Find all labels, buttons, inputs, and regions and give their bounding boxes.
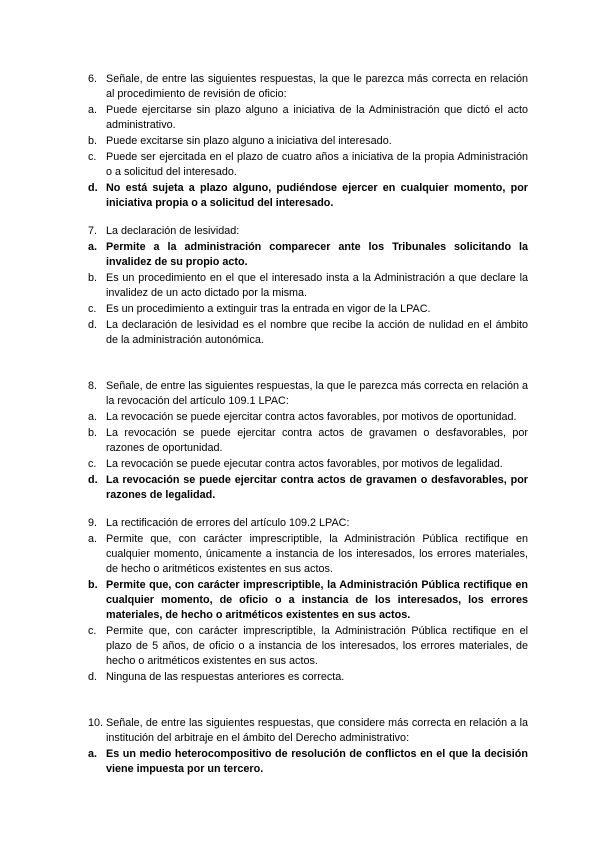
option-a <box>88 103 528 133</box>
option-letter: c. <box>88 151 97 163</box>
spacer <box>88 349 528 379</box>
spacer <box>88 212 528 224</box>
option-letter: d. <box>88 474 98 486</box>
option-text: Permite que, con carácter imprescriptible, la Administración Pública rectifique en cualquier momento, de oficio o a instancia de los interesados, los errores materiales, de hecho o aritméticos existentes en sus actos. <box>106 579 528 621</box>
option-text: La revocación se puede ejercitar contra actos de gravamen o desfavorables, por razones de oportunidad. <box>106 427 528 454</box>
option-text: Puede excitarse sin plazo alguno a iniciativa del interesado. <box>106 135 392 147</box>
option-text: Puede ser ejercitada en el plazo de cuatro años a iniciativa de la propia Administración o a solicitud del interesado. <box>106 151 528 178</box>
question-8 <box>88 379 528 503</box>
option-letter: a. <box>88 241 98 253</box>
option-letter: b. <box>88 135 98 147</box>
option-text: Es un procedimiento en el que el interesado insta a la Administración a que declare la invalidez de un acto dictado por la misma. <box>106 272 528 299</box>
option-letter: d. <box>88 671 98 683</box>
option-a-correct <box>88 747 528 777</box>
option-text: Ninguna de las respuestas anteriores es correcta. <box>106 671 345 683</box>
question-stem <box>88 379 528 409</box>
option-letter: a. <box>88 104 98 116</box>
option-letter: b. <box>88 427 98 439</box>
question-text: Señale, de entre las siguientes respuestas, la que le parezca más correcta en relación al procedimiento de revisión de oficio: <box>106 73 528 100</box>
option-text: No está sujeta a plazo alguno, pudiéndose ejercer en cualquier momento, por iniciativa propia o a solicitud del interesado. <box>106 182 528 209</box>
option-d <box>88 318 528 348</box>
question-6 <box>88 72 528 211</box>
option-c <box>88 302 528 317</box>
option-d-correct <box>88 181 528 211</box>
option-text: Permite a la administración comparecer ante los Tribunales solicitando la invalidez de su propio acto. <box>106 241 528 268</box>
option-d-correct <box>88 473 528 503</box>
option-d <box>88 670 528 685</box>
option-a <box>88 532 528 577</box>
option-letter: c. <box>88 458 97 470</box>
question-stem <box>88 516 528 531</box>
option-a-correct <box>88 240 528 270</box>
question-10 <box>88 716 528 777</box>
question-number: 7. <box>88 225 98 237</box>
option-c <box>88 624 528 669</box>
option-c <box>88 457 528 472</box>
question-list <box>88 72 528 778</box>
spacer <box>88 504 528 516</box>
question-number: 9. <box>88 517 98 529</box>
option-text: Es un medio heterocompositivo de resolución de conflictos en el que la decisión viene impuesta por un tercero. <box>106 748 528 775</box>
option-text: Puede ejercitarse sin plazo alguno a iniciativa de la Administración que dictó el acto administrativo. <box>106 104 528 131</box>
question-text: La declaración de lesividad: <box>106 225 240 237</box>
option-letter: a. <box>88 533 98 545</box>
spacer <box>88 686 528 716</box>
question-stem <box>88 72 528 102</box>
option-c <box>88 150 528 180</box>
option-text: La revocación se puede ejercitar contra actos de gravamen o desfavorables, por razones de legalidad. <box>106 474 528 501</box>
question-stem <box>88 224 528 239</box>
question-number: 8. <box>88 380 98 392</box>
option-text: Es un procedimiento a extinguir tras la entrada en vigor de la LPAC. <box>106 303 431 315</box>
option-letter: c. <box>88 303 97 315</box>
question-7 <box>88 224 528 348</box>
option-letter: a. <box>88 411 98 423</box>
option-letter: c. <box>88 625 97 637</box>
option-letter: a. <box>88 748 98 760</box>
option-text: Permite que, con carácter imprescriptible, la Administración Pública rectifique en cualquier momento, únicamente a instancia de los interesados, los errores materiales, de hecho o aritméticos existentes en sus actos. <box>106 533 528 575</box>
option-letter: d. <box>88 182 98 194</box>
option-letter: b. <box>88 272 98 284</box>
option-text: La revocación se puede ejercitar contra actos favorables, por motivos de oportunidad. <box>106 411 517 423</box>
question-text: Señale, de entre las siguientes respuestas, que considere más correcta en relación a la institución del arbitraje en el ámbito del Derecho administrativo: <box>106 717 528 744</box>
option-letter: b. <box>88 579 98 591</box>
option-b <box>88 271 528 301</box>
question-text: Señale, de entre las siguientes respuestas, la que le parezca más correcta en relación a la revocación del artículo 109.1 LPAC: <box>106 380 528 407</box>
question-number: 10. <box>88 717 104 729</box>
option-text: Permite que, con carácter imprescriptible, la Administración Pública rectifique en el plazo de 5 años, de oficio o a instancia de los interesados, los errores materiales, de hecho o aritméticos existentes en sus actos. <box>106 625 528 667</box>
question-text: La rectificación de errores del artículo 109.2 LPAC: <box>106 517 350 529</box>
question-9 <box>88 516 528 685</box>
question-number: 6. <box>88 73 98 85</box>
question-stem <box>88 716 528 746</box>
option-text: La declaración de lesividad es el nombre que recibe la acción de nulidad en el ámbito de la administración autonómica. <box>106 319 528 346</box>
option-letter: d. <box>88 319 98 331</box>
option-b <box>88 426 528 456</box>
option-text: La revocación se puede ejecutar contra actos favorables, por motivos de legalidad. <box>106 458 503 470</box>
option-a <box>88 410 528 425</box>
option-b <box>88 134 528 149</box>
option-b-correct <box>88 578 528 623</box>
